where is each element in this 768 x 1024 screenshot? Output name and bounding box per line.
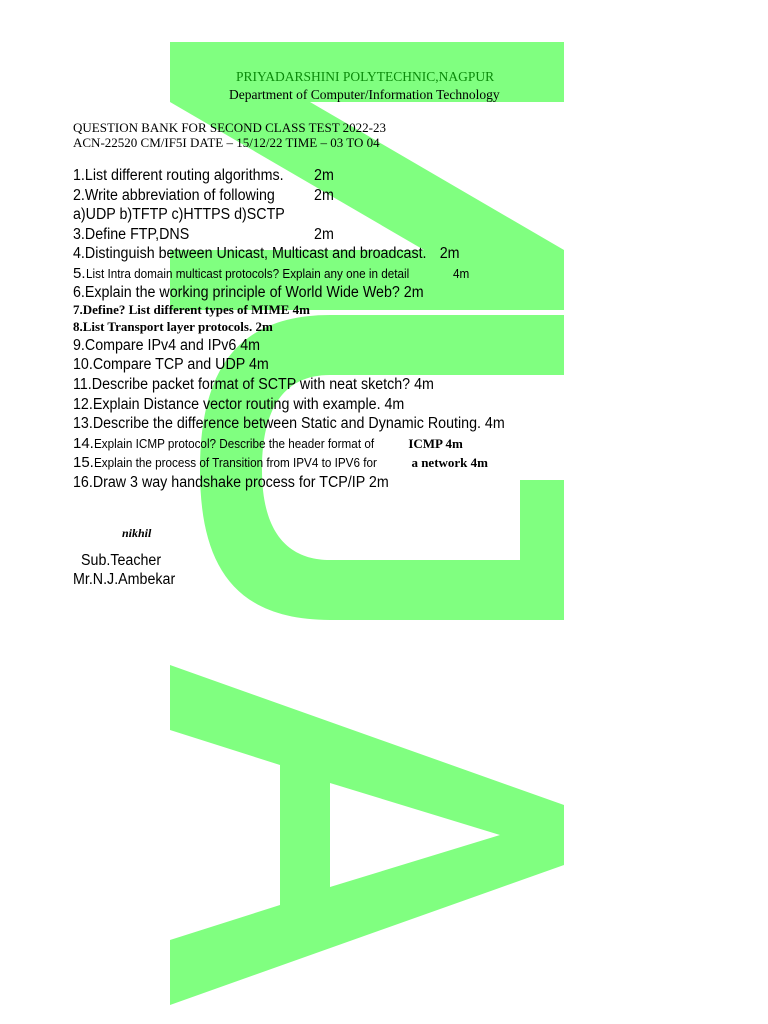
department-name: Department of Computer/Information Technology — [229, 87, 500, 102]
question-3 — [73, 226, 334, 244]
teacher-name: Mr.N.J.Ambekar — [73, 571, 176, 588]
question-text: 2.Write abbreviation of following — [73, 187, 275, 204]
question-11: 11.Describe packet format of SCTP with neat sketch? 4m — [73, 376, 434, 393]
question-10: 10.Compare TCP and UDP 4m — [73, 356, 269, 373]
question-14 — [73, 435, 463, 453]
question-4 — [73, 245, 460, 263]
question-6: 6.Explain the working principle of World Wide Web? 2m — [73, 284, 424, 301]
institute-name: PRIYADARSHINI POLYTECHNIC,NAGPUR — [236, 69, 495, 84]
question-15 — [73, 454, 488, 472]
question-number: 5. — [73, 265, 86, 282]
teacher-role: Sub.Teacher — [81, 552, 162, 569]
exam-title: QUESTION BANK FOR SECOND CLASS TEST 2022-23 — [73, 120, 386, 135]
question-number: 14. — [73, 435, 94, 452]
question-text: Explain the process of Transition from IPV4 to IPV6 for — [93, 455, 377, 470]
question-tail: a network 4m — [408, 455, 488, 470]
question-16: 16.Draw 3 way handshake process for TCP/IP 2m — [73, 474, 389, 491]
question-number: 15. — [73, 454, 94, 471]
question-text: 3.Define FTP,DNS — [73, 226, 190, 243]
question-text: 1.List different routing algorithms. — [73, 167, 284, 184]
question-2-options: a)UDP b)TFTP c)HTTPS d)SCTP — [73, 206, 285, 223]
question-marks: 2m — [314, 226, 334, 243]
question-marks: 2m — [314, 187, 334, 204]
question-text: Explain ICMP protocol? Describe the header format of — [93, 436, 374, 451]
handwritten-signature: nikhil — [122, 526, 152, 540]
question-12: 12.Explain Distance vector routing with example. 4m — [73, 396, 405, 413]
question-1 — [73, 167, 334, 185]
exam-meta: ACN-22520 CM/IF5I DATE – 15/12/22 TIME – 03 TO 04 — [73, 135, 380, 150]
question-8: 8.List Transport layer protocols. 2m — [73, 319, 273, 334]
question-13: 13.Describe the difference between Static and Dynamic Routing. 4m — [73, 415, 505, 432]
question-9: 9.Compare IPv4 and IPv6 4m — [73, 337, 261, 354]
question-2 — [73, 187, 334, 205]
question-7: 7.Define? List different types of MIME 4m — [73, 302, 310, 317]
question-marks: 2m — [439, 245, 460, 262]
question-5 — [73, 265, 470, 283]
question-marks: 2m — [314, 167, 334, 184]
question-marks: 4m — [453, 266, 470, 281]
question-tail: ICMP 4m — [405, 436, 463, 451]
question-text: List Intra domain multicast protocols? Explain any one in detail — [85, 266, 409, 281]
question-text: 4.Distinguish between Unicast, Multicast and broadcast. — [73, 245, 427, 262]
